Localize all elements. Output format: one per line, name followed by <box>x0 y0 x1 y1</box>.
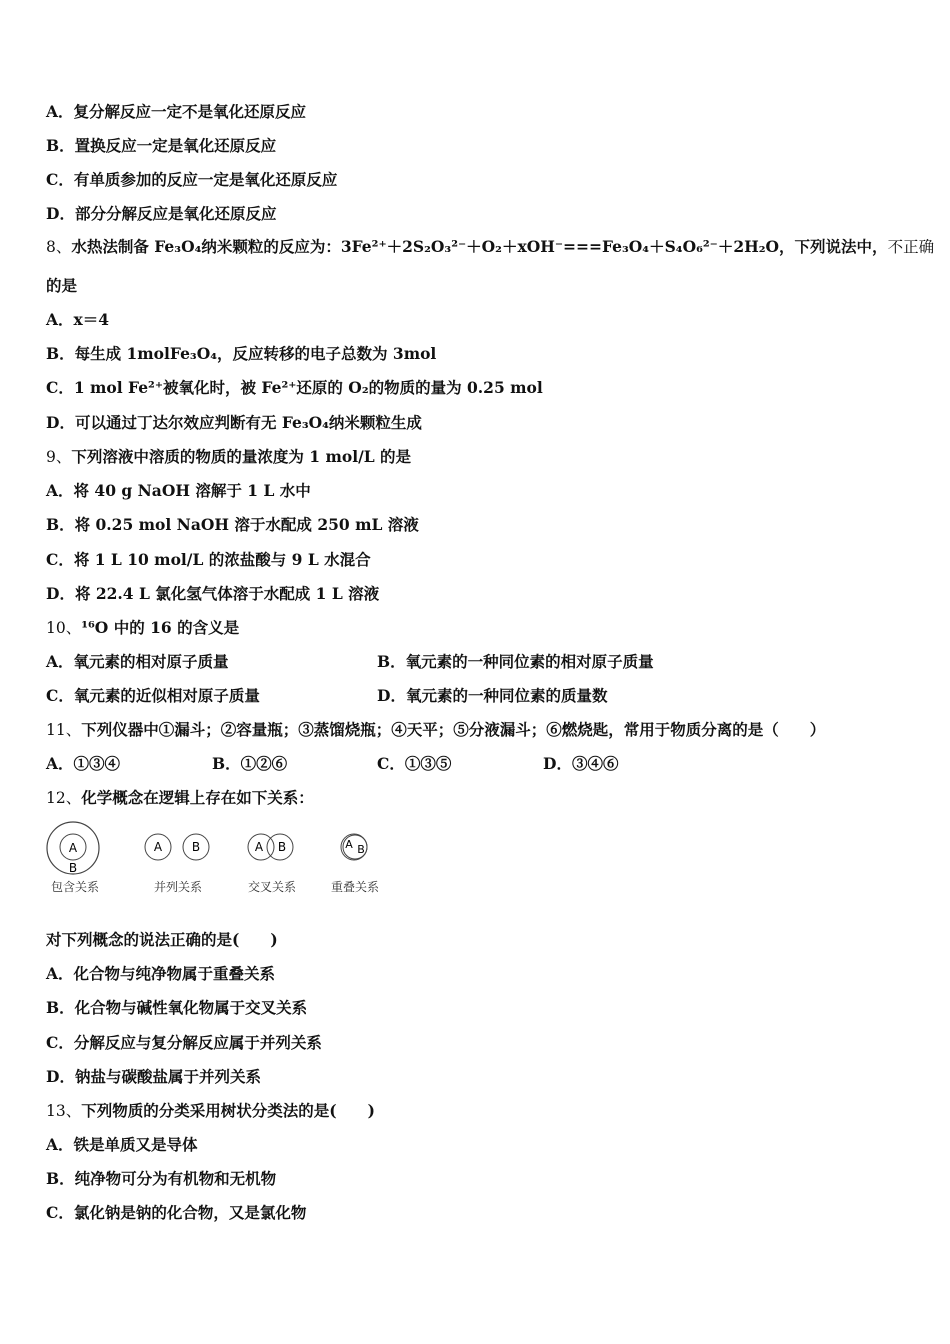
q10-option-a: A．氧元素的相对原子质量 <box>46 652 229 671</box>
parallel-label-a: A <box>153 840 163 854</box>
q7-option-d: D．部分分解反应是氧化还原反应 <box>46 204 277 223</box>
caption-inclusion: 包含关系 <box>50 880 100 894</box>
q13-stem-text: 下列物质的分类采用树状分类法的是( ) <box>81 1101 375 1120</box>
intersect-diagram <box>248 834 296 894</box>
q8-option-b: B．每生成 1molFe₃O₄，反应转移的电子总数为 3mol <box>46 344 437 363</box>
q8-stem-text: 水热法制备 Fe₃O₄纳米颗粒的反应为：3Fe²⁺＋2S₂O₃²⁻＋O₂＋xOH⁻===Fe₃O₄＋S₄O₆²⁻＋2H₂O，下列说法中， <box>71 237 888 256</box>
q13-number: 13、 <box>46 1102 82 1120</box>
q11-stem <box>46 720 825 740</box>
q9-option-b: B．将 0.25 mol NaOH 溶于水配成 250 mL 溶液 <box>46 515 419 534</box>
q7-option-c: C．有单质参加的反应一定是氧化还原反应 <box>46 170 338 189</box>
q8-stem-tail: 不正确 <box>887 238 935 256</box>
q10-option-c: C．氧元素的近似相对原子质量 <box>46 686 260 705</box>
q11-number: 11、 <box>46 721 82 739</box>
q13-stem <box>46 1101 375 1121</box>
q12-option-a: A．化合物与纯净物属于重叠关系 <box>46 964 276 983</box>
q11-option-b: B．①②⑥ <box>212 754 288 773</box>
q9-option-d: D．将 22.4 L 氯化氢气体溶于水配成 1 L 溶液 <box>46 584 380 603</box>
q8-option-d: D．可以通过丁达尔效应判断有无 Fe₃O₄纳米颗粒生成 <box>46 413 422 432</box>
caption-intersect: 交叉关系 <box>247 880 297 894</box>
q13-option-c: C．氯化钠是钠的化合物，又是氯化物 <box>46 1203 307 1222</box>
caption-overlap: 重叠关系 <box>330 880 380 894</box>
q10-option-d: D．氧元素的一种同位素的质量数 <box>377 686 608 705</box>
intersect-label-b: B <box>277 840 287 854</box>
q9-option-c: C．将 1 L 10 mol/L 的浓盐酸与 9 L 水混合 <box>46 550 371 569</box>
inclusion-label-a: A <box>68 841 78 855</box>
q10-number: 10、 <box>46 619 82 637</box>
q10-stem-text: ¹⁶O 中的 16 的含义是 <box>81 618 240 637</box>
q13-option-b: B．纯净物可分为有机物和无机物 <box>46 1169 277 1188</box>
inclusion-label-b: B <box>68 861 78 875</box>
q9-option-a: A．将 40 g NaOH 溶解于 1 L 水中 <box>46 481 311 500</box>
q7-option-b: B．置换反应一定是氧化还原反应 <box>46 136 277 155</box>
q11-option-a: A．①③④ <box>46 754 121 773</box>
q8-stem-line2: 的是 <box>46 276 78 295</box>
q8-number: 8、 <box>46 238 72 256</box>
q13-option-a: A．铁是单质又是导体 <box>46 1135 198 1154</box>
q12-option-b: B．化合物与碱性氧化物属于交叉关系 <box>46 998 308 1017</box>
inclusion-diagram <box>47 822 99 894</box>
q12-option-d: D．钠盐与碳酸盐属于并列关系 <box>46 1067 261 1086</box>
q7-option-a: A．复分解反应一定不是氧化还原反应 <box>46 102 307 121</box>
q9-number: 9、 <box>46 448 72 466</box>
q11-option-c: C．①③⑤ <box>377 754 452 773</box>
relation-diagram-svg <box>40 818 400 902</box>
q9-stem-text: 下列溶液中溶质的物质的量浓度为 1 mol/L 的是 <box>71 447 412 466</box>
overlap-diagram <box>331 834 379 894</box>
q11-stem-text: 下列仪器中①漏斗；②容量瓶；③蒸馏烧瓶；④天平；⑤分液漏斗；⑥燃烧匙，常用于物质分离的是（ ） <box>81 720 826 739</box>
q12-number: 12、 <box>46 789 82 807</box>
caption-parallel: 并列关系 <box>153 880 203 894</box>
q10-option-b: B．氧元素的一种同位素的相对原子质量 <box>377 652 654 671</box>
overlap-label-b: B <box>357 843 365 856</box>
q8-stem <box>46 237 934 257</box>
parallel-diagram <box>145 834 209 894</box>
q8-option-a: A．x＝4 <box>46 310 110 329</box>
q12-option-c: C．分解反应与复分解反应属于并列关系 <box>46 1033 322 1052</box>
q12-stem <box>46 788 314 808</box>
q12-question: 对下列概念的说法正确的是( ) <box>46 930 278 949</box>
overlap-label-a: A <box>345 838 353 851</box>
q12-relation-figure <box>40 818 400 902</box>
q8-option-c: C．1 mol Fe²⁺被氧化时，被 Fe²⁺还原的 O₂的物质的量为 0.25 mol <box>46 378 543 397</box>
q12-stem-text: 化学概念在逻辑上存在如下关系： <box>81 788 314 807</box>
parallel-label-b: B <box>191 840 201 854</box>
q11-option-d: D．③④⑥ <box>543 754 619 773</box>
intersect-label-a: A <box>254 840 264 854</box>
q9-stem <box>46 447 411 467</box>
q10-stem <box>46 618 239 638</box>
